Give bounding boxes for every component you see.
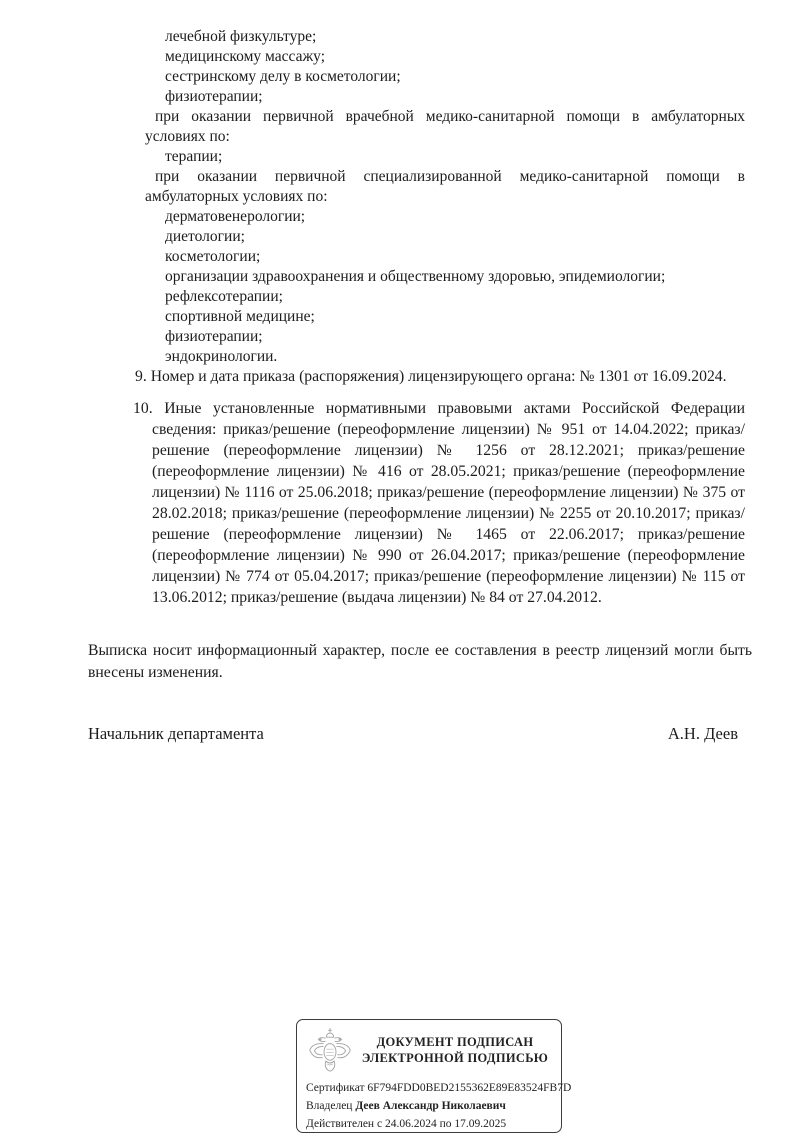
services-block bbox=[145, 27, 745, 367]
item-9-number: 9. bbox=[135, 368, 147, 385]
signature-row bbox=[88, 723, 738, 745]
double-headed-eagle-icon bbox=[307, 1026, 353, 1081]
stamp-validity-row: Действителен с 24.06.2024 по 17.09.2025 bbox=[306, 1118, 507, 1130]
service-item: медицинскому массажу; bbox=[165, 48, 326, 65]
service-item: дерматовенерологии; bbox=[165, 208, 306, 225]
item-10-other-info bbox=[133, 398, 745, 608]
service-item: рефлексотерапии; bbox=[165, 288, 283, 305]
service-item: спортивной медицине; bbox=[165, 308, 315, 325]
certificate-label: Сертификат bbox=[306, 1082, 365, 1094]
certificate-value: 6F794FDD0BED2155362E89E83524FB7D bbox=[367, 1082, 572, 1094]
service-item: сестринскому делу в косметологии; bbox=[165, 68, 401, 85]
service-item: организации здравоохранения и общественному здоровью, эпидемиологии; bbox=[165, 268, 666, 285]
service-item: эндокринологии. bbox=[165, 348, 278, 365]
item-9-order-number bbox=[135, 366, 747, 387]
stamp-title-line2: ЭЛЕКТРОННОЙ ПОДПИСЬЮ bbox=[361, 1051, 549, 1065]
condition-paragraph-primary-care: при оказании первичной врачебной медико-санитарной помощи в амбулаторных условиях по: bbox=[145, 108, 745, 145]
owner-label: Владелец bbox=[306, 1100, 353, 1112]
signer-position: Начальник департамента bbox=[88, 724, 264, 743]
service-item: физиотерапии; bbox=[165, 328, 263, 345]
service-item: лечебной физкультуре; bbox=[165, 28, 317, 45]
informational-note: Выписка носит информационный характер, после ее составления в реестр лицензий могли быть внесены изменения. bbox=[88, 642, 752, 681]
stamp-title bbox=[359, 1034, 551, 1066]
service-item: физиотерапии; bbox=[165, 88, 263, 105]
stamp-owner-row bbox=[306, 1099, 556, 1114]
item-10-number: 10. bbox=[133, 400, 153, 417]
item-9-text: Номер и дата приказа (распоряжения) лицензирующего органа: № 1301 от 16.09.2024. bbox=[150, 368, 727, 385]
electronic-signature-stamp bbox=[296, 1019, 572, 1133]
service-item: терапии; bbox=[165, 148, 223, 165]
signer-name: А.Н. Деев bbox=[667, 724, 738, 743]
condition-paragraph-specialized-care: при оказании первичной специализированной медико-санитарной помощи в амбулаторных условиях по: bbox=[145, 168, 745, 205]
item-10-text: Иные установленные нормативными правовыми актами Российской Федерации сведения: приказ/решение (переоформление лицензии) № 951 от 14.04.2022; приказ/решение (переоформление лицензии) № 1256 от 28.12.2021; приказ/решение (переоформление лицензии) № 416 от 28.05.2021; приказ/решение (переоформление лицензии) № 1116 от 25.06.2018; приказ/решение (переоформление лицензии) № 375 от 28.02.2018; приказ/решение (переоформление лицензии) № 2255 от 20.10.2017; приказ/решение (переоформление лицензии) № 1465 от 22.06.2017; приказ/решение (переоформление лицензии) № 990 от 26.04.2017; приказ/решение (переоформление лицензии) № 774 от 05.04.2017; приказ/решение (переоформление лицензии) № 115 от 13.06.2012; приказ/решение (выдача лицензии) № 84 от 27.04.2012. bbox=[152, 400, 746, 606]
service-item: диетологии; bbox=[165, 228, 245, 245]
stamp-certificate-row bbox=[306, 1081, 572, 1096]
service-item: косметологии; bbox=[165, 248, 261, 265]
stamp-title-line1: ДОКУМЕНТ ПОДПИСАН bbox=[376, 1035, 534, 1049]
owner-name: Деев Александр Николаевич bbox=[355, 1100, 506, 1112]
